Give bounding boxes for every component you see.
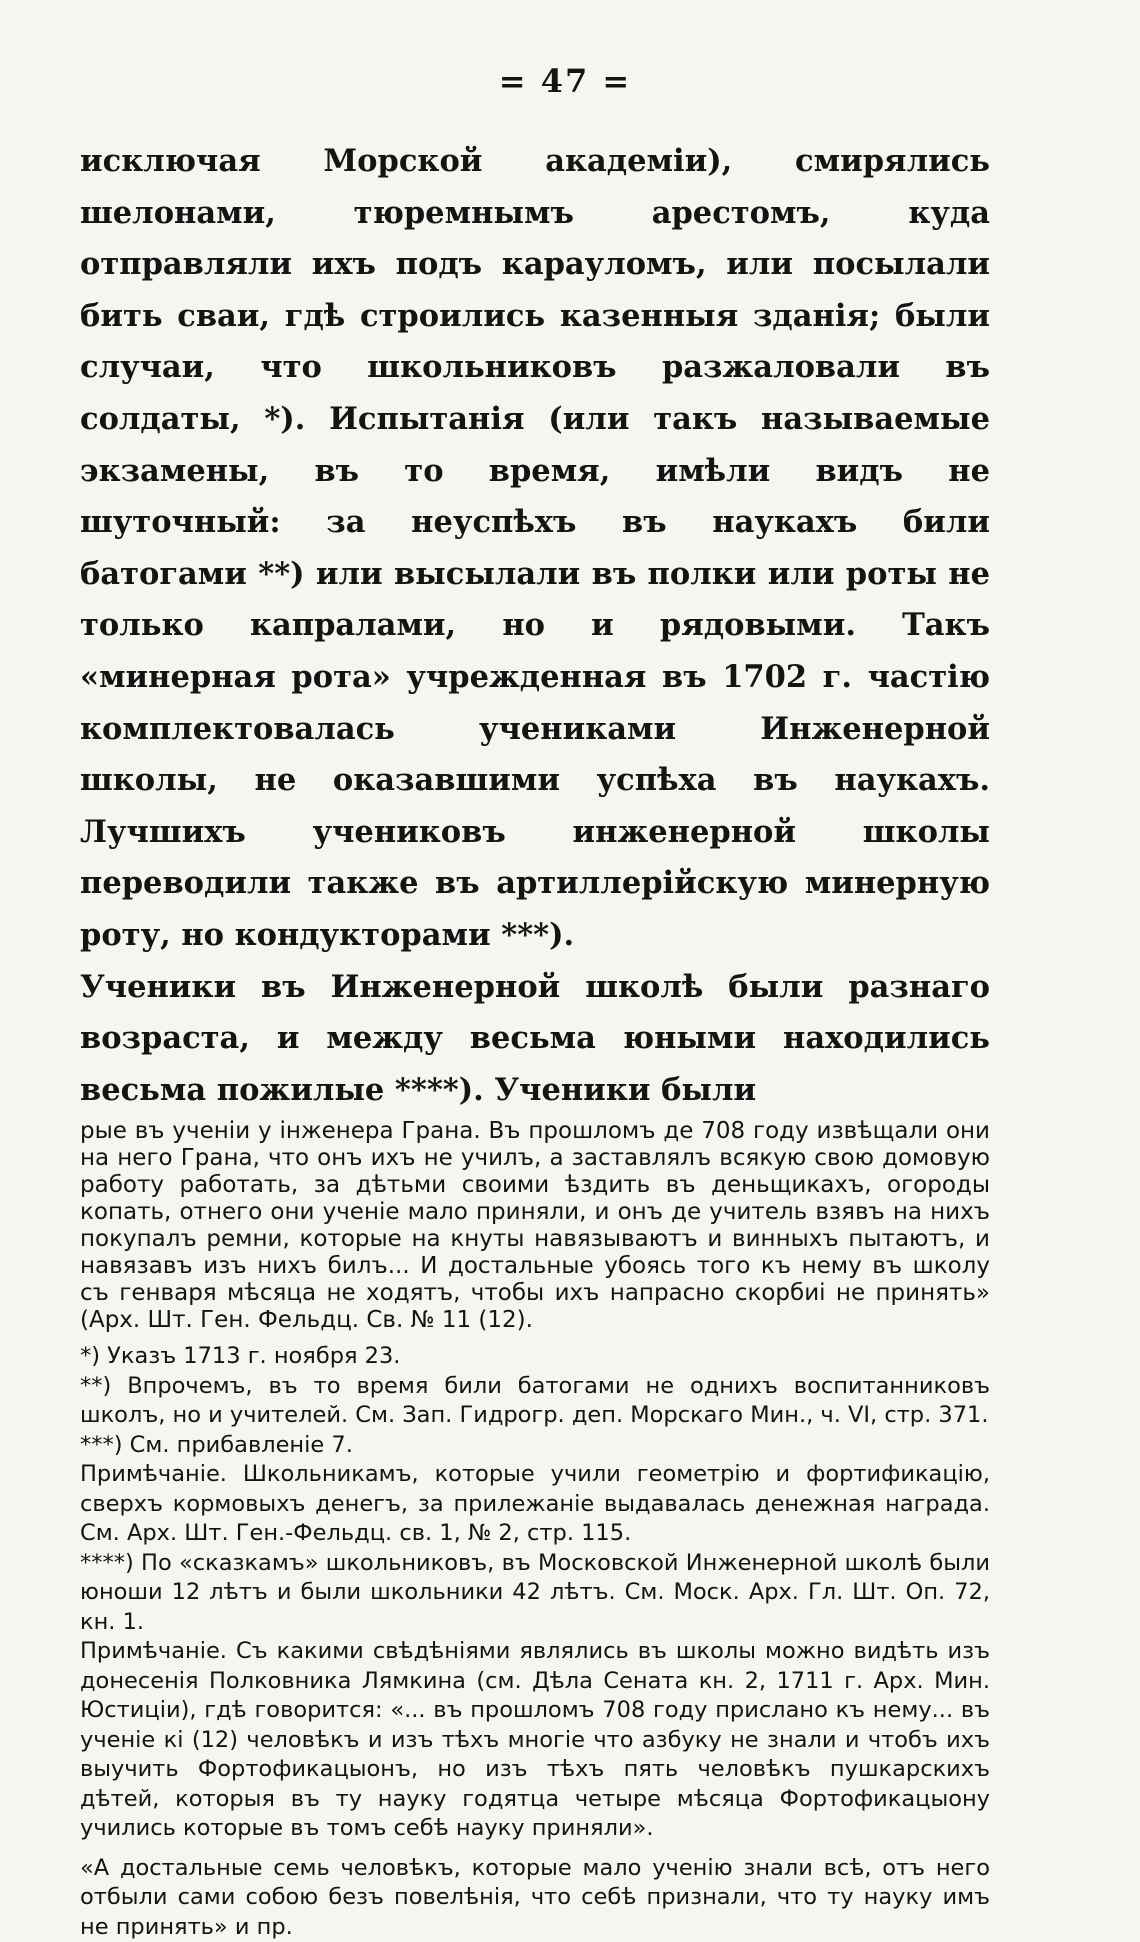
page-number: = 47 = <box>498 62 632 100</box>
main-paragraph: Ученики въ Инженерной школѣ были разнаго возраста, и между весьма юными находились весьма пожилые ****). Ученики были <box>80 968 990 1108</box>
main-text <box>80 136 990 1116</box>
footnote: **) Впрочемъ, въ то время били батогами не однихъ воспитанниковъ школъ, но и учителей. См. Зап. Гидрогр. деп. Морскаго Мин., ч. VI, стр. 371. <box>80 1372 990 1429</box>
footnote: ***) См. прибавленіе 7. <box>80 1431 353 1458</box>
archival-quote <box>80 1118 990 1334</box>
footnote: ****) По «сказкамъ» школьниковъ, въ Московской Инженерной школѣ были юноши 12 лѣтъ и были школьники 42 лѣтъ. См. Моск. Арх. Гл. Шт. Оп. 72, кн. 1. <box>80 1549 990 1635</box>
footnote-note: Примѣчаніе. Школьникамъ, которые учили геометрію и фортификацію, сверхъ кормовыхъ денегъ, за прилежаніе выдавалась денежная награда. См. Арх. Шт. Ген.-Фельдц. св. 1, № 2, стр. 115. <box>80 1461 990 1547</box>
footnote: *) Указъ 1713 г. ноября 23. <box>80 1343 401 1370</box>
footnote-note: Примѣчаніе. Съ какими свѣдѣніями являлись въ школы можно видѣть изъ донесенія Полковника Лямкина (см. Дѣла Сената кн. 2, 1711 г. Арх. Мин. Юстиціи), гдѣ говорится: «... въ прошломъ 708 году присланo къ нему... въ ученіе кі (12) человѣкъ и изъ тѣхъ многіе что азбуку не знали и чтобъ ихъ выучить Фортофикацыонъ, но изъ тѣхъ пять человѣкъ пушкарскихъ дѣтей, которыя въ ту науку годятца четыре мѣсяца Фортофикацыону учились которые въ томъ себѣ науку приняли». <box>80 1638 990 1842</box>
main-paragraph: исключая Морской академіи), смирялись шелонами, тюремнымъ арестомъ, куда отправляли ихъ подъ карауломъ, или посылали бить сваи, гдѣ строились казенныя зданія; были случаи, что школьниковъ разжаловали въ солдаты, *). Испытанія (или такъ называемые экзамены, въ то время, имѣли видъ не шуточный: за неуспѣхъ въ наукахъ били батогами **) или высылали въ полки или роты не только капралами, но и рядовыми. Такъ «минерная рота» учрежденная въ 1702 г. частію комплектовалась учениками Инженерной школы, не оказавшими успѣха въ наукахъ. Лучшихъ учениковъ инженерной школы переводили также въ артиллерійскую минерную роту, но кондукторами ***). <box>80 143 990 953</box>
footnotes <box>80 1342 990 1942</box>
footnote-quote: «А достальные семь человѣкъ, которые мало ученію знали всѣ, отъ него отбыли сами собою безъ повелѣнія, что себѣ признали, что ту науку имъ не принять» и пр. <box>80 1854 990 1940</box>
quote-paragraph: рые въ ученіи у інженера Грана. Въ прошломъ де 708 году извѣщали они на него Грана, что онъ ихъ не училъ, а заставлялъ всякую свою домовую работу работать, за дѣтьми своими ѣздить въ деньщикахъ, огороды копать, отнего они ученіе мало приняли, и онъ де учитель взявъ на нихъ покупалъ ремни, которые на кнуты навязываютъ и винныхъ пытаютъ, и навязавъ изъ нихъ билъ... И достальные убоясь того къ нему въ школу съ генваря мѣсяца не ходятъ, чтобы ихъ напрасно скорбиі не принять» (Арх. Шт. Ген. Фельдц. Св. № 11 (12). <box>80 1118 990 1334</box>
